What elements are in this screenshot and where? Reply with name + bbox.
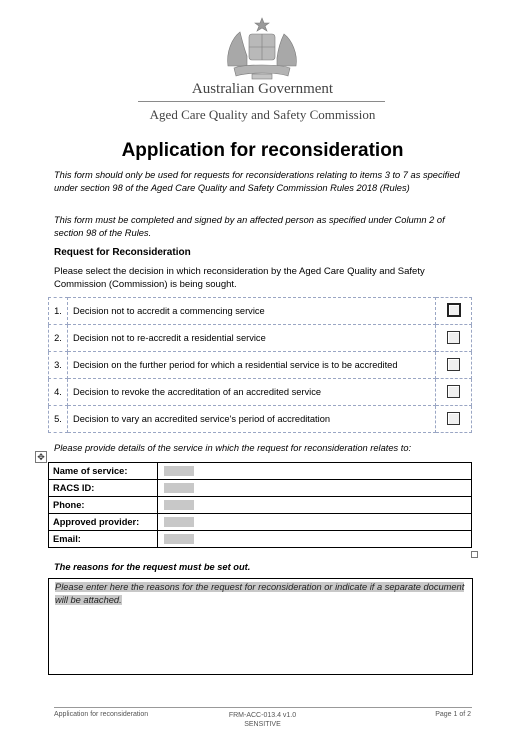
service-caption: Please provide details of the service in which the request for reconsideration relates to: xyxy=(54,443,412,453)
field-label: Name of service: xyxy=(49,463,158,480)
commission-name: Aged Care Quality and Safety Commission xyxy=(149,107,376,122)
decision-number: 1. xyxy=(49,298,68,325)
decision-row xyxy=(49,298,472,325)
reasons-placeholder[interactable] xyxy=(55,581,467,606)
decision-checkbox[interactable] xyxy=(447,412,460,425)
decision-cell xyxy=(436,352,472,379)
section-heading: Request for Reconsideration xyxy=(54,247,191,258)
decision-cell xyxy=(436,298,472,325)
move-handle-icon[interactable]: ✥ xyxy=(35,451,47,463)
table-row xyxy=(49,514,472,531)
racs-id-field[interactable] xyxy=(158,480,472,497)
form-field-shading[interactable] xyxy=(164,466,194,476)
decision-checkbox[interactable] xyxy=(447,303,461,317)
form-field-shading[interactable] xyxy=(164,517,194,527)
name-of-service-field[interactable] xyxy=(158,463,472,480)
field-label: Email: xyxy=(49,531,158,548)
table-row xyxy=(49,480,472,497)
form-field-shading[interactable] xyxy=(164,483,194,493)
classification-label: SENSITIVE xyxy=(244,721,281,728)
form-field-shading[interactable] xyxy=(164,500,194,510)
decision-row xyxy=(49,325,472,352)
field-label: RACS ID: xyxy=(49,480,158,497)
intro-paragraph: This form must be completed and signed by an affected person as specified under Column 2 of section 98 of the Rules. xyxy=(54,215,445,238)
decision-row xyxy=(49,379,472,406)
decision-text: Decision to revoke the accreditation of an accredited service xyxy=(68,379,436,406)
decision-cell xyxy=(436,406,472,433)
table-row xyxy=(49,463,472,480)
decision-checkbox[interactable] xyxy=(447,358,460,371)
field-label: Phone: xyxy=(49,497,158,514)
decision-checkbox[interactable] xyxy=(447,385,460,398)
reasons-heading: The reasons for the request must be set out. xyxy=(54,562,251,572)
decision-cell xyxy=(436,325,472,352)
decision-row xyxy=(49,406,472,433)
decision-text: Decision not to accredit a commencing service xyxy=(68,298,436,325)
decision-text: Decision on the further period for which a residential service is to be accredited xyxy=(68,352,436,379)
table-row xyxy=(49,531,472,548)
footer-divider xyxy=(54,707,472,708)
form-field-shading[interactable] xyxy=(164,534,194,544)
decision-text: Decision to vary an accredited service's period of accreditation xyxy=(68,406,436,433)
decision-cell xyxy=(436,379,472,406)
government-name: Australian Government xyxy=(191,81,334,97)
decision-number: 4. xyxy=(49,379,68,406)
decision-number: 3. xyxy=(49,352,68,379)
footer-document-name: Application for reconsideration xyxy=(54,711,149,718)
instruction-text: Please select the decision in which reconsideration by the Aged Care Quality and Safety Commission (Commission) is being sought. xyxy=(54,266,425,290)
reasons-placeholder-text: Please enter here the reasons for the request for reconsideration or indicate if a separate document will be attached. xyxy=(55,582,465,605)
footer-page-number: Page 1 of 2 xyxy=(435,711,471,718)
decision-text: Decision not to re-accredit a residential service xyxy=(68,325,436,352)
table-resize-handle[interactable] xyxy=(471,551,478,558)
service-details-table xyxy=(48,462,472,548)
decision-checkbox[interactable] xyxy=(447,331,460,344)
decision-row xyxy=(49,352,472,379)
phone-field[interactable] xyxy=(158,497,472,514)
coat-of-arms-icon xyxy=(214,16,310,82)
reasons-text-area[interactable] xyxy=(48,578,473,675)
table-row xyxy=(49,497,472,514)
decision-number: 5. xyxy=(49,406,68,433)
decision-number: 2. xyxy=(49,325,68,352)
decision-table xyxy=(48,297,472,433)
intro-paragraph: This form should only be used for requests for reconsiderations relating to items 3 to 7 as specified under section 98 of the Aged Care Quality and Safety Commission Rules 2018 (Rules) xyxy=(54,170,460,193)
page-title: Application for reconsideration xyxy=(121,140,404,161)
field-label: Approved provider: xyxy=(49,514,158,531)
email-field[interactable] xyxy=(158,531,472,548)
approved-provider-field[interactable] xyxy=(158,514,472,531)
header-divider xyxy=(138,101,385,102)
form-code: FRM-ACC-013.4 v1.0 xyxy=(228,712,297,719)
